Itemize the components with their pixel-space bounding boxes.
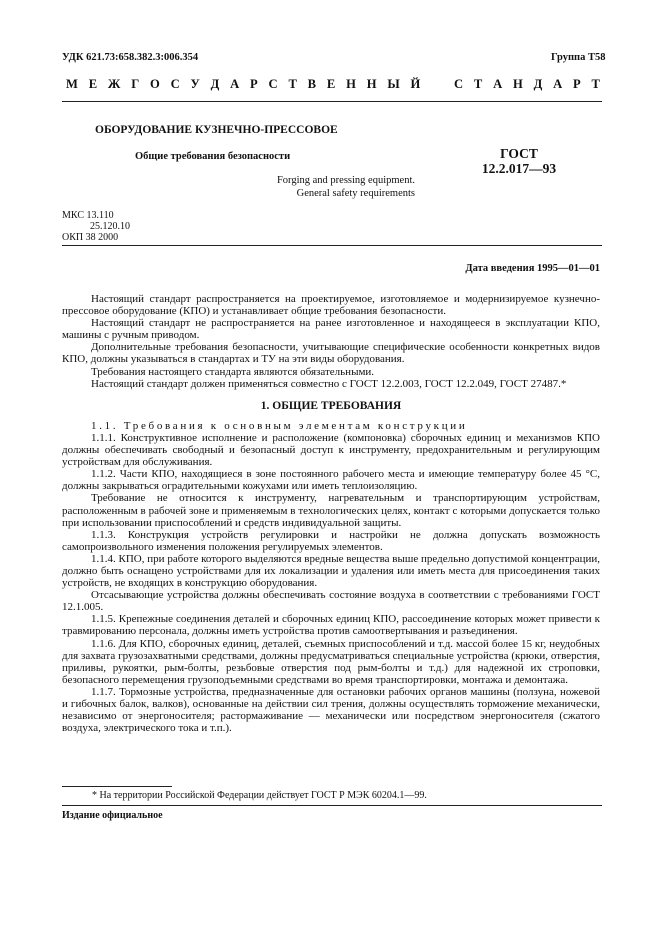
- banner-letter: А: [230, 77, 240, 91]
- udk-code: УДК 621.73:658.382.3:006.354: [62, 52, 199, 63]
- banner-letter: Н: [346, 77, 356, 91]
- banner-letter: Е: [326, 77, 336, 91]
- banner-letter: В: [307, 77, 317, 91]
- document-title: ОБОРУДОВАНИЕ КУЗНЕЧНО-ПРЕССОВОЕ: [95, 124, 338, 136]
- banner-letter: [431, 77, 443, 92]
- clause-1-1-4: 1.1.4. КПО, при работе которого выделяются вредные вещества выше предельно допустимой концентрации, должно быть оснащено устройствами для их локализации и удаления или иметь места для присоединения таких устройств, не входящих в конструкцию оборудования.: [62, 552, 600, 590]
- footer-rule: [62, 805, 602, 806]
- banner-letter: С: [170, 77, 180, 91]
- paragraph-exclusion: Настоящий стандарт не распространяется на ранее изготовленное и находящееся в эксплуатации КПО, машины с ручным приводом.: [62, 317, 600, 342]
- banner-letter: Т: [288, 77, 297, 91]
- english-title-line-2: General safety requirements: [296, 188, 415, 199]
- paragraph-joint-use: Настоящий стандарт должен применяться совместно с ГОСТ 12.2.003, ГОСТ 12.2.049, ГОСТ 27487.*: [91, 377, 567, 390]
- banner-letter: Н: [366, 77, 377, 91]
- classification-codes: [62, 210, 130, 243]
- gost-label: ГОСТ: [500, 146, 538, 161]
- section-heading: 1. ОБЩИЕ ТРЕБОВАНИЯ: [260, 399, 402, 412]
- paragraph-additional: Дополнительные требования безопасности, учитывающие специфические особенности конкретных видов КПО, должны указываться в стандартах и ТУ на эти виды оборудования.: [62, 341, 600, 366]
- english-title-line-1: Forging and pressing equipment.: [276, 175, 415, 186]
- banner-letter: У: [190, 77, 200, 91]
- banner-letter: Ж: [107, 77, 121, 91]
- banner-letter: С: [268, 77, 278, 91]
- document-body: [62, 293, 600, 734]
- paragraph-scope: Настоящий стандарт распространяется на проектируемое, изготовляемое и модернизируемое кузнечно-прессовое оборудование (КПО) и устанавливает общие требования безопасности.: [62, 293, 600, 318]
- clause-1-1-4-note: Отсасывающие устройства должны обеспечивать состояние воздуха в соответствии с требованиями ГОСТ 12.1.005.: [62, 589, 600, 614]
- standard-banner: [66, 77, 600, 92]
- banner-letter: Д: [210, 77, 220, 91]
- mks-code-2: 25.120.10: [90, 221, 130, 232]
- clause-1-1-7: 1.1.7. Тормозные устройства, предназначенные для остановки рабочих органов машины (ползуна, ножевой и гибочных балок, валков), основанные на действии сил трения, должны осуществлять торможение механически, независимо от энергоносителя; растормаживание — механически или посредством энергоносителя (сжатого воздуха, электрического тока и т.п.).: [62, 685, 600, 735]
- banner-letter: Г: [131, 77, 140, 91]
- document-subtitle: Общие требования безопасности: [135, 151, 291, 162]
- paragraph-mandatory: Требования настоящего стандарта являются обязательными.: [91, 365, 375, 378]
- effective-date: Дата введения 1995—01—01: [465, 263, 600, 274]
- banner-letter: Й: [410, 77, 421, 91]
- banner-letter: Т: [473, 77, 483, 91]
- clause-1-1-6: 1.1.6. Для КПО, сборочных единиц, деталей, съемных приспособлений и т.д. массой более 15 кг, неудобных для захвата грузозахватными средствами, должны предусматриваться специальные устройства (крюки, отверстия, приливы, рукоятки, рым-болты, резьбовые отверстия под рым-болты и т.д.) для надежной их строповки, безопасного перемещения грузоподъемными средствами во время транспортировки, монтажа и демонтажа.: [62, 637, 600, 686]
- clause-1-1-5: 1.1.5. Крепежные соединения деталей и сборочных единиц КПО, рассоединение которых может привести к травмированию персонала, должны иметь устройства против самоотвертывания и разъединения.: [62, 613, 600, 638]
- okp-code: ОКП 38 2000: [62, 232, 119, 243]
- banner-letter: Н: [513, 77, 523, 91]
- banner-rule: [62, 101, 602, 102]
- banner-letter: О: [150, 77, 160, 91]
- clause-1-1-1: 1.1.1. Конструктивное исполнение и расположение (компоновка) сборочных единиц и механизмов КПО должны обеспечивать свободный и безопасный доступ к инструменту, предохранительным и регулирующим устройствам для обслуживания.: [62, 431, 600, 469]
- group-code: Группа Т58: [551, 52, 606, 63]
- subsection-heading: 1.1. Требования к основным элементам конструкции: [91, 419, 468, 432]
- banner-letter: Т: [591, 77, 600, 91]
- footnote-rule: [62, 786, 172, 787]
- banner-letter: Е: [88, 77, 98, 91]
- footnote: * На территории Российской Федерации действует ГОСТ Р МЭК 60204.1—99.: [92, 790, 427, 801]
- codes-rule: [62, 245, 602, 246]
- banner-letter: Д: [533, 77, 543, 91]
- banner-letter: Р: [573, 77, 581, 91]
- clause-1-1-3: 1.1.3. Конструкция устройств регулировки и настройки не должна допускать возможность самопроизвольного изменения положения регулируемых элементов.: [62, 528, 600, 553]
- gost-code: 12.2.017—93: [481, 161, 557, 176]
- clause-1-1-2-note: Требование не относится к инструменту, нагревательным и транспортирующим устройствам, расположенным в рабочей зоне и применяемым в технологических целях, контакт с которыми допускается только при использовании приспособлений и средств индивидуальной защиты.: [62, 492, 600, 529]
- official-edition: Издание официальное: [62, 810, 163, 821]
- banner-letter: А: [493, 77, 503, 91]
- clause-1-1-2: 1.1.2. Части КПО, находящиеся в зоне постоянного рабочего места и имеющие температуру более 45 °С, должны закрываться оградительными кожухами или иметь теплоизоляцию.: [62, 468, 600, 493]
- banner-letter: Р: [250, 77, 258, 91]
- banner-letter: Ы: [387, 77, 400, 91]
- gost-number: [467, 146, 571, 176]
- banner-letter: М: [66, 77, 78, 91]
- english-title: [0, 174, 415, 200]
- mks-code: МКС 13.110: [62, 210, 114, 221]
- banner-letter: А: [553, 77, 563, 91]
- banner-letter: С: [453, 77, 464, 91]
